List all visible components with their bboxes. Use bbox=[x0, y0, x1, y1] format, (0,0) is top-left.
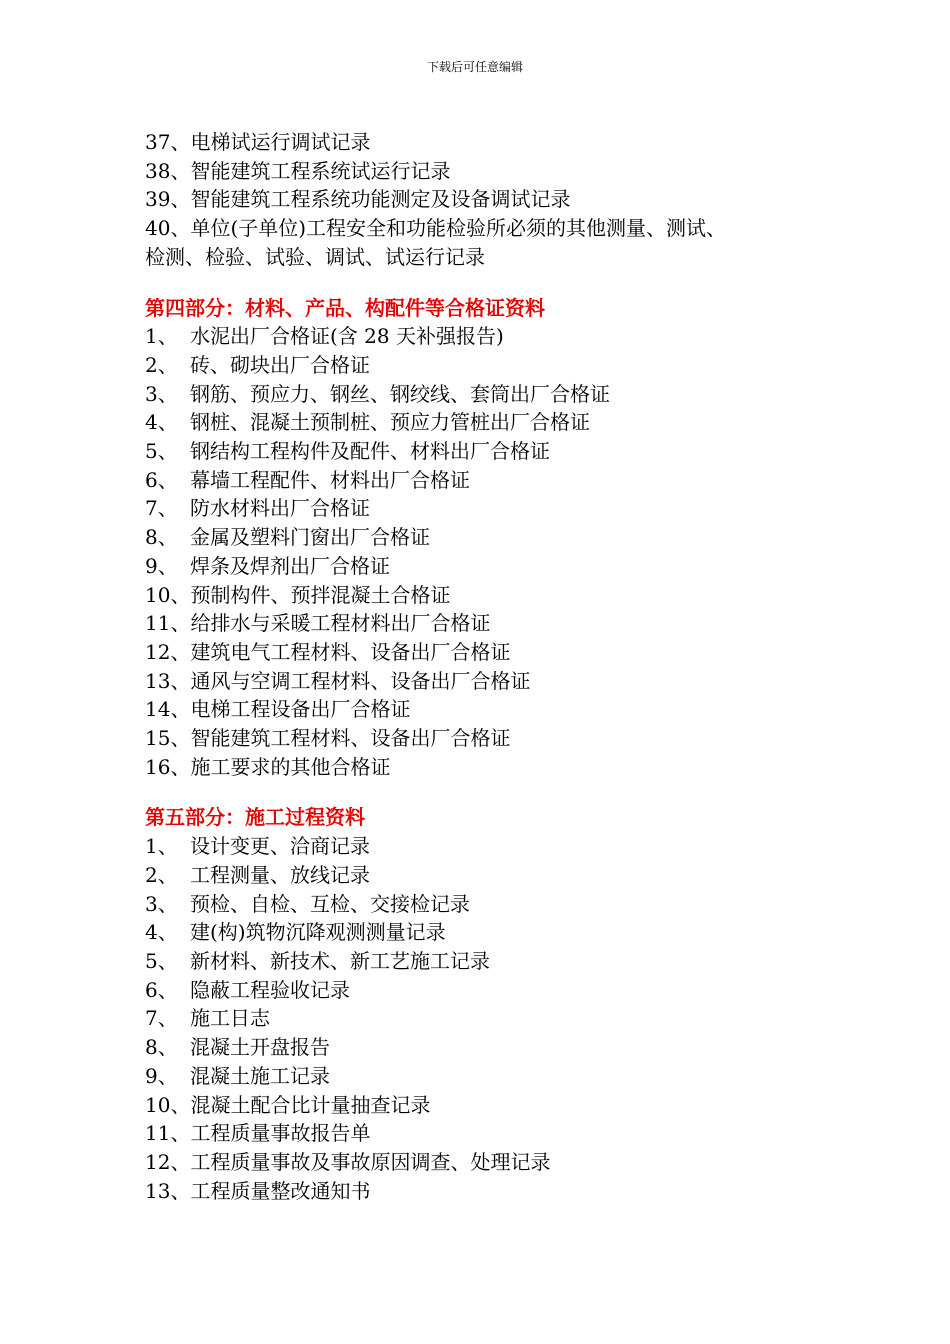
list-item-text: 钢桩、混凝土预制桩、预应力管桩出厂合格证 bbox=[190, 410, 590, 435]
list-item-text: 工程质量事故及事故原因调查、处理记录 bbox=[190, 1149, 551, 1174]
list-item-text: 设计变更、洽商记录 bbox=[190, 834, 370, 859]
list-item-text: 工程测量、放线记录 bbox=[190, 862, 370, 887]
list-item: 38、智能建筑工程系统试运行记录 bbox=[145, 158, 451, 183]
list-item bbox=[145, 1148, 825, 1177]
list-item-number: 1、 bbox=[145, 834, 178, 859]
list-item bbox=[145, 437, 825, 466]
list-item bbox=[145, 380, 825, 409]
list-item-number: 6、 bbox=[145, 467, 178, 492]
list-item-text: 预检、自检、互检、交接检记录 bbox=[190, 891, 470, 916]
list-item bbox=[145, 1062, 825, 1091]
list-item-number: 6、 bbox=[145, 977, 178, 1002]
list-item-text: 建筑电气工程材料、设备出厂合格证 bbox=[190, 639, 511, 664]
list-item bbox=[145, 1091, 825, 1120]
list-item-number: 5、 bbox=[145, 948, 178, 973]
list-item-number: 7、 bbox=[145, 496, 178, 521]
list-item-text: 钢筋、预应力、钢丝、钢绞线、套筒出厂合格证 bbox=[190, 381, 610, 406]
list-item bbox=[145, 1004, 825, 1033]
list-item-text: 工程质量整改通知书 bbox=[190, 1178, 371, 1203]
list-item bbox=[145, 918, 825, 947]
list-item-text: 幕墙工程配件、材料出厂合格证 bbox=[190, 467, 470, 492]
list-item bbox=[145, 466, 825, 495]
list-item-number: 12、 bbox=[145, 1149, 191, 1174]
list-item bbox=[145, 667, 825, 696]
list-item bbox=[145, 947, 825, 976]
list-item-text: 混凝土施工记录 bbox=[190, 1063, 330, 1088]
list-item bbox=[145, 695, 825, 724]
list-item bbox=[145, 890, 825, 919]
list-item bbox=[145, 861, 825, 890]
list-item-number: 11、 bbox=[145, 1121, 191, 1146]
list-item-text: 防水材料出厂合格证 bbox=[190, 496, 370, 521]
list-item-continuation: 检测、检验、试验、调试、试运行记录 bbox=[145, 244, 485, 269]
list-item-number: 10、 bbox=[145, 1092, 191, 1117]
list-item-number: 5、 bbox=[145, 439, 178, 464]
list-item-text: 建(构)筑物沉降观测测量记录 bbox=[190, 920, 446, 945]
list-item-number: 9、 bbox=[145, 553, 178, 578]
list-item bbox=[145, 638, 825, 667]
list-item bbox=[145, 724, 825, 753]
list-item-number: 13、 bbox=[145, 1178, 191, 1203]
list-item-number: 12、 bbox=[145, 639, 191, 664]
list-item-number: 3、 bbox=[145, 891, 178, 916]
list-item-number: 11、 bbox=[145, 611, 191, 636]
list-item bbox=[145, 322, 825, 351]
list-item bbox=[145, 1033, 825, 1062]
list-item bbox=[145, 494, 825, 523]
part5-list bbox=[145, 832, 825, 1205]
section-heading-part5: 第五部分：施工过程资料 bbox=[145, 805, 365, 830]
list-item-number: 9、 bbox=[145, 1063, 178, 1088]
list-item-text: 施工日志 bbox=[190, 1006, 270, 1031]
list-item bbox=[145, 609, 825, 638]
list-item-number: 16、 bbox=[145, 754, 191, 779]
part4-list bbox=[145, 322, 825, 781]
list-item bbox=[145, 351, 825, 380]
list-item-number: 10、 bbox=[145, 582, 191, 607]
page-header: 下载后可任意编辑 bbox=[426, 60, 523, 74]
list-item-number: 13、 bbox=[145, 668, 191, 693]
list-item-text: 通风与空调工程材料、设备出厂合格证 bbox=[190, 668, 531, 693]
list-item-number: 14、 bbox=[145, 697, 191, 722]
list-item-number: 3、 bbox=[145, 381, 178, 406]
list-item bbox=[145, 552, 825, 581]
list-item-number: 8、 bbox=[145, 525, 178, 550]
list-item-text: 混凝土开盘报告 bbox=[190, 1035, 330, 1060]
list-item bbox=[145, 976, 825, 1005]
list-item-text: 砖、砌块出厂合格证 bbox=[190, 352, 370, 377]
list-item-text: 工程质量事故报告单 bbox=[190, 1121, 371, 1146]
list-item-text: 钢结构工程构件及配件、材料出厂合格证 bbox=[190, 439, 550, 464]
list-item-number: 15、 bbox=[145, 726, 191, 751]
list-item bbox=[145, 523, 825, 552]
list-item-text: 预制构件、预拌混凝土合格证 bbox=[190, 582, 451, 607]
section-heading-part4: 第四部分：材料、产品、构配件等合格证资料 bbox=[145, 295, 545, 320]
list-item bbox=[145, 408, 825, 437]
list-item: 39、智能建筑工程系统功能测定及设备调试记录 bbox=[145, 187, 571, 212]
list-item-text: 水泥出厂合格证(含 28 天补强报告) bbox=[190, 324, 504, 349]
list-item-text: 隐蔽工程验收记录 bbox=[190, 977, 350, 1002]
list-item-text: 焊条及焊剂出厂合格证 bbox=[190, 553, 390, 578]
document-body bbox=[145, 128, 825, 1205]
list-item-text: 金属及塑料门窗出厂合格证 bbox=[190, 525, 430, 550]
list-item-number: 8、 bbox=[145, 1035, 178, 1060]
list-item-text: 智能建筑工程材料、设备出厂合格证 bbox=[190, 726, 511, 751]
list-item-text: 施工要求的其他合格证 bbox=[190, 754, 391, 779]
list-item-text: 混凝土配合比计量抽查记录 bbox=[190, 1092, 431, 1117]
list-item-number: 7、 bbox=[145, 1006, 178, 1031]
list-item-number: 4、 bbox=[145, 410, 178, 435]
list-item-number: 4、 bbox=[145, 920, 178, 945]
list-item: 37、电梯试运行调试记录 bbox=[145, 130, 371, 154]
list-item-text: 电梯工程设备出厂合格证 bbox=[190, 697, 411, 722]
list-item-number: 2、 bbox=[145, 352, 178, 377]
list-item bbox=[145, 832, 825, 861]
list-item-number: 2、 bbox=[145, 862, 178, 887]
list-item bbox=[145, 753, 825, 782]
list-item bbox=[145, 1177, 825, 1206]
list-item: 40、单位(子单位)工程安全和功能检验所必须的其他测量、测试、 bbox=[145, 216, 727, 241]
list-item-number: 1、 bbox=[145, 324, 178, 349]
list-item-text: 给排水与采暖工程材料出厂合格证 bbox=[190, 611, 491, 636]
list-item-text: 新材料、新技术、新工艺施工记录 bbox=[190, 948, 490, 973]
list-item bbox=[145, 1119, 825, 1148]
list-item bbox=[145, 581, 825, 610]
